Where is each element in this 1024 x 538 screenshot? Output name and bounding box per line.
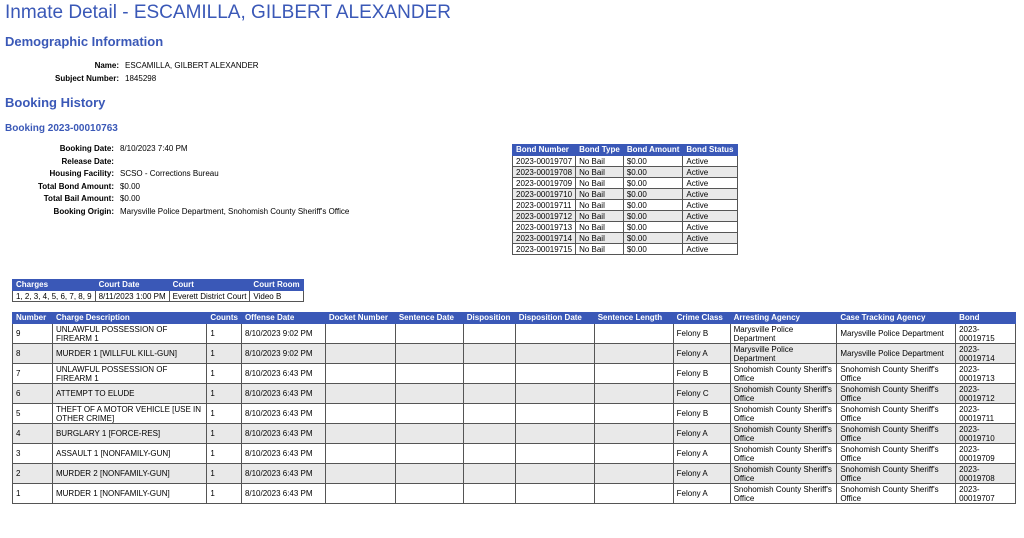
booking-history-heading: Booking History	[5, 95, 106, 110]
court-header: Charges	[13, 280, 96, 291]
charge-cell	[325, 384, 395, 404]
charge-cell	[395, 444, 463, 464]
charge-cell: Felony A	[673, 464, 730, 484]
charge-cell	[594, 424, 673, 444]
booking-field-row	[38, 206, 353, 219]
bond-row	[513, 200, 738, 211]
charge-cell: UNLAWFUL POSSESSION OF FIREARM 1	[52, 324, 206, 344]
demographic-heading: Demographic Information	[5, 34, 164, 49]
charge-cell: ASSAULT 1 [NONFAMILY-GUN]	[52, 444, 206, 464]
bond-cell: Active	[683, 200, 737, 211]
bond-cell: No Bail	[576, 233, 624, 244]
charge-cell	[463, 364, 515, 384]
charge-cell: 8	[13, 344, 53, 364]
charge-cell: Snohomish County Sheriff's Office	[837, 464, 956, 484]
charge-cell: Snohomish County Sheriff's Office	[837, 424, 956, 444]
charge-cell: Marysville Police Department	[837, 344, 956, 364]
charge-cell	[515, 464, 594, 484]
charge-cell: Felony B	[673, 364, 730, 384]
charge-cell	[463, 384, 515, 404]
charge-cell: Snohomish County Sheriff's Office	[730, 444, 837, 464]
bond-cell: 2023-00019715	[513, 244, 576, 255]
charge-cell: Snohomish County Sheriff's Office	[837, 364, 956, 384]
court-cell: Video B	[250, 291, 303, 302]
charge-cell: Felony A	[673, 344, 730, 364]
charge-cell	[594, 404, 673, 424]
charge-cell: Snohomish County Sheriff's Office	[730, 424, 837, 444]
subject-number-value: 1845298	[125, 73, 157, 83]
charge-cell: 2023-00019709	[956, 444, 1016, 464]
charge-cell	[325, 484, 395, 504]
bond-cell: 2023-00019714	[513, 233, 576, 244]
charge-cell: Marysville Police Department	[730, 344, 837, 364]
booking-details	[38, 143, 353, 218]
charge-cell: 2	[13, 464, 53, 484]
bond-cell: 2023-00019712	[513, 211, 576, 222]
charge-cell: 8/10/2023 9:02 PM	[241, 324, 325, 344]
court-header: Court	[169, 280, 250, 291]
charge-cell: Marysville Police Department	[730, 324, 837, 344]
bond-cell: $0.00	[623, 233, 683, 244]
booking-field-row	[38, 181, 353, 194]
charge-header: Sentence Date	[395, 313, 463, 324]
charges-table	[12, 312, 1016, 504]
charge-header: Counts	[207, 313, 242, 324]
charge-cell: Felony A	[673, 424, 730, 444]
charge-cell	[515, 384, 594, 404]
bond-cell: $0.00	[623, 178, 683, 189]
charge-cell: 1	[207, 424, 242, 444]
charge-cell	[594, 344, 673, 364]
bond-cell: $0.00	[623, 167, 683, 178]
bond-cell: $0.00	[623, 222, 683, 233]
bond-header: Bond Type	[576, 145, 624, 156]
charge-cell: 4	[13, 424, 53, 444]
booking-field-label: Release Date:	[61, 156, 114, 166]
bond-cell: $0.00	[623, 156, 683, 167]
court-cell: 1, 2, 3, 4, 5, 6, 7, 8, 9	[13, 291, 96, 302]
charge-cell	[395, 324, 463, 344]
booking-field-value: 8/10/2023 7:40 PM	[119, 144, 188, 153]
bond-cell: Active	[683, 178, 737, 189]
charge-cell	[594, 324, 673, 344]
charge-cell: Snohomish County Sheriff's Office	[837, 484, 956, 504]
charge-cell: MURDER 1 [NONFAMILY-GUN]	[52, 484, 206, 504]
charge-cell: 1	[207, 404, 242, 424]
bond-cell: Active	[683, 189, 737, 200]
bond-cell: No Bail	[576, 211, 624, 222]
charge-cell	[463, 464, 515, 484]
court-header: Court Room	[250, 280, 303, 291]
charge-cell	[395, 384, 463, 404]
charge-cell: Snohomish County Sheriff's Office	[730, 384, 837, 404]
bond-header: Bond Number	[513, 145, 576, 156]
charge-cell: 1	[207, 364, 242, 384]
booking-field-row	[38, 156, 353, 169]
charge-cell: Snohomish County Sheriff's Office	[837, 404, 956, 424]
charge-cell	[325, 444, 395, 464]
charge-header: Arresting Agency	[730, 313, 837, 324]
bond-row	[513, 222, 738, 233]
charge-cell: THEFT OF A MOTOR VEHICLE [USE IN OTHER CRIME]	[52, 404, 206, 424]
charge-cell	[325, 364, 395, 384]
charge-cell	[395, 404, 463, 424]
charge-cell: 8/10/2023 6:43 PM	[241, 464, 325, 484]
charge-header: Bond	[956, 313, 1016, 324]
bond-cell: No Bail	[576, 222, 624, 233]
charge-cell: 5	[13, 404, 53, 424]
bond-row	[513, 156, 738, 167]
charge-cell: 2023-00019710	[956, 424, 1016, 444]
bond-row	[513, 233, 738, 244]
bond-cell: Active	[683, 156, 737, 167]
booking-field-value: $0.00	[119, 194, 141, 203]
charge-cell: Felony B	[673, 324, 730, 344]
bond-cell: $0.00	[623, 244, 683, 255]
charge-cell	[594, 464, 673, 484]
charge-cell: 8/10/2023 6:43 PM	[241, 444, 325, 464]
booking-heading: Booking 2023-00010763	[5, 123, 118, 134]
booking-field-value: SCSO - Corrections Bureau	[119, 169, 219, 178]
charge-cell	[325, 424, 395, 444]
charge-cell: 2023-00019713	[956, 364, 1016, 384]
bond-cell: 2023-00019713	[513, 222, 576, 233]
charge-cell: Snohomish County Sheriff's Office	[837, 384, 956, 404]
charge-cell: Snohomish County Sheriff's Office	[837, 444, 956, 464]
booking-field-value: Marysville Police Department, Snohomish County Sheriff's Office	[119, 206, 350, 216]
bond-cell: No Bail	[576, 167, 624, 178]
bond-cell: Active	[683, 233, 737, 244]
charge-cell	[325, 404, 395, 424]
bond-cell: No Bail	[576, 178, 624, 189]
bond-cell: No Bail	[576, 156, 624, 167]
charge-cell: 8/10/2023 6:43 PM	[241, 384, 325, 404]
charge-cell: Felony A	[673, 444, 730, 464]
charge-cell	[594, 384, 673, 404]
charge-header: Charge Description	[52, 313, 206, 324]
charge-cell: 9	[13, 324, 53, 344]
charge-cell: MURDER 1 [WILLFUL KILL-GUN]	[52, 344, 206, 364]
charge-cell: 1	[207, 484, 242, 504]
bond-cell: $0.00	[623, 200, 683, 211]
charge-cell	[594, 484, 673, 504]
charge-cell	[463, 444, 515, 464]
booking-field-label: Total Bail Amount:	[43, 194, 114, 203]
bond-cell: $0.00	[623, 211, 683, 222]
charge-cell: 2023-00019715	[956, 324, 1016, 344]
charge-row	[13, 444, 1016, 464]
court-row	[13, 291, 304, 302]
court-cell: Everett District Court	[169, 291, 250, 302]
charge-cell	[515, 324, 594, 344]
charge-cell	[515, 404, 594, 424]
charge-row	[13, 404, 1016, 424]
charge-cell: 1	[207, 444, 242, 464]
charge-cell: Snohomish County Sheriff's Office	[730, 484, 837, 504]
charge-cell: 2023-00019707	[956, 484, 1016, 504]
charge-row	[13, 484, 1016, 504]
charge-row	[13, 324, 1016, 344]
bond-cell: Active	[683, 244, 737, 255]
bond-header: Bond Status	[683, 145, 737, 156]
charge-cell: 1	[207, 344, 242, 364]
bond-cell: 2023-00019708	[513, 167, 576, 178]
charge-cell	[325, 324, 395, 344]
charge-cell: Felony C	[673, 384, 730, 404]
charge-header: Case Tracking Agency	[837, 313, 956, 324]
charge-cell: UNLAWFUL POSSESSION OF FIREARM 1	[52, 364, 206, 384]
bond-cell: No Bail	[576, 189, 624, 200]
charge-cell	[463, 484, 515, 504]
charge-cell: 2023-00019711	[956, 404, 1016, 424]
bond-cell: 2023-00019711	[513, 200, 576, 211]
charge-cell	[515, 424, 594, 444]
charge-cell: Marysville Police Department	[837, 324, 956, 344]
booking-field-label: Booking Date:	[59, 144, 114, 153]
charge-cell: 6	[13, 384, 53, 404]
charge-header: Offense Date	[241, 313, 325, 324]
charge-cell	[395, 344, 463, 364]
subject-number-label: Subject Number:	[55, 73, 120, 83]
charge-cell	[594, 444, 673, 464]
charge-cell: BURGLARY 1 [FORCE-RES]	[52, 424, 206, 444]
charge-row	[13, 384, 1016, 404]
bond-cell: 2023-00019707	[513, 156, 576, 167]
charge-cell: MURDER 2 [NONFAMILY-GUN]	[52, 464, 206, 484]
booking-field-label: Booking Origin:	[53, 206, 114, 216]
charge-cell: Felony B	[673, 404, 730, 424]
charge-cell	[325, 464, 395, 484]
charge-cell	[515, 484, 594, 504]
charge-cell: 8/10/2023 9:02 PM	[241, 344, 325, 364]
charge-cell	[395, 484, 463, 504]
charge-cell	[395, 464, 463, 484]
name-label: Name:	[94, 61, 120, 70]
booking-field-row	[38, 193, 353, 206]
bond-cell: Active	[683, 222, 737, 233]
court-cell: 8/11/2023 1:00 PM	[95, 291, 169, 302]
charge-row	[13, 424, 1016, 444]
charge-row	[13, 364, 1016, 384]
charge-cell	[395, 424, 463, 444]
charge-cell	[463, 344, 515, 364]
charge-cell	[594, 364, 673, 384]
bond-cell: Active	[683, 211, 737, 222]
charge-cell: 2023-00019712	[956, 384, 1016, 404]
charge-cell: 2023-00019714	[956, 344, 1016, 364]
bond-cell: Active	[683, 167, 737, 178]
charge-cell: Snohomish County Sheriff's Office	[730, 404, 837, 424]
charge-cell: 2023-00019708	[956, 464, 1016, 484]
charge-cell: Snohomish County Sheriff's Office	[730, 464, 837, 484]
bond-cell: 2023-00019710	[513, 189, 576, 200]
charge-cell: 8/10/2023 6:43 PM	[241, 364, 325, 384]
name-value: ESCAMILLA, GILBERT ALEXANDER	[125, 61, 259, 70]
charge-cell	[395, 364, 463, 384]
charge-header: Docket Number	[325, 313, 395, 324]
charge-cell	[463, 404, 515, 424]
charge-row	[13, 344, 1016, 364]
booking-field-label: Housing Facility:	[49, 169, 114, 178]
charge-cell: ATTEMPT TO ELUDE	[52, 384, 206, 404]
charge-cell: 1	[207, 324, 242, 344]
charge-cell	[515, 344, 594, 364]
charge-header: Disposition Date	[515, 313, 594, 324]
charge-cell	[515, 364, 594, 384]
charge-cell: 1	[207, 384, 242, 404]
bond-header: Bond Amount	[623, 145, 683, 156]
bond-row	[513, 189, 738, 200]
charge-cell	[515, 444, 594, 464]
bond-row	[513, 178, 738, 189]
bond-table	[512, 144, 738, 255]
booking-field-label: Total Bond Amount:	[38, 181, 114, 191]
charge-cell: 8/10/2023 6:43 PM	[241, 404, 325, 424]
charge-cell	[325, 344, 395, 364]
charge-header: Sentence Length	[594, 313, 673, 324]
bond-cell: 2023-00019709	[513, 178, 576, 189]
charge-cell: Snohomish County Sheriff's Office	[730, 364, 837, 384]
demographic-info	[55, 60, 263, 85]
booking-field-row	[38, 168, 353, 181]
bond-row	[513, 211, 738, 222]
bond-cell: $0.00	[623, 189, 683, 200]
booking-field-row	[38, 143, 353, 156]
booking-field-value	[120, 156, 353, 169]
booking-field-value: $0.00	[119, 181, 141, 191]
charge-header: Disposition	[463, 313, 515, 324]
charge-header: Crime Class	[673, 313, 730, 324]
charge-cell: Felony A	[673, 484, 730, 504]
charge-header: Number	[13, 313, 53, 324]
court-header: Court Date	[95, 280, 169, 291]
page-title: Inmate Detail - ESCAMILLA, GILBERT ALEXANDER	[5, 2, 451, 23]
charge-cell	[463, 424, 515, 444]
bond-cell: No Bail	[576, 244, 624, 255]
charge-cell: 1	[207, 464, 242, 484]
charge-row	[13, 464, 1016, 484]
bond-row	[513, 244, 738, 255]
charge-cell: 3	[13, 444, 53, 464]
court-table	[12, 279, 304, 302]
charge-cell: 8/10/2023 6:43 PM	[241, 484, 325, 504]
charge-cell: 7	[13, 364, 53, 384]
bond-row	[513, 167, 738, 178]
charge-cell	[463, 324, 515, 344]
charge-cell: 1	[13, 484, 53, 504]
bond-cell: No Bail	[576, 200, 624, 211]
charge-cell: 8/10/2023 6:43 PM	[241, 424, 325, 444]
